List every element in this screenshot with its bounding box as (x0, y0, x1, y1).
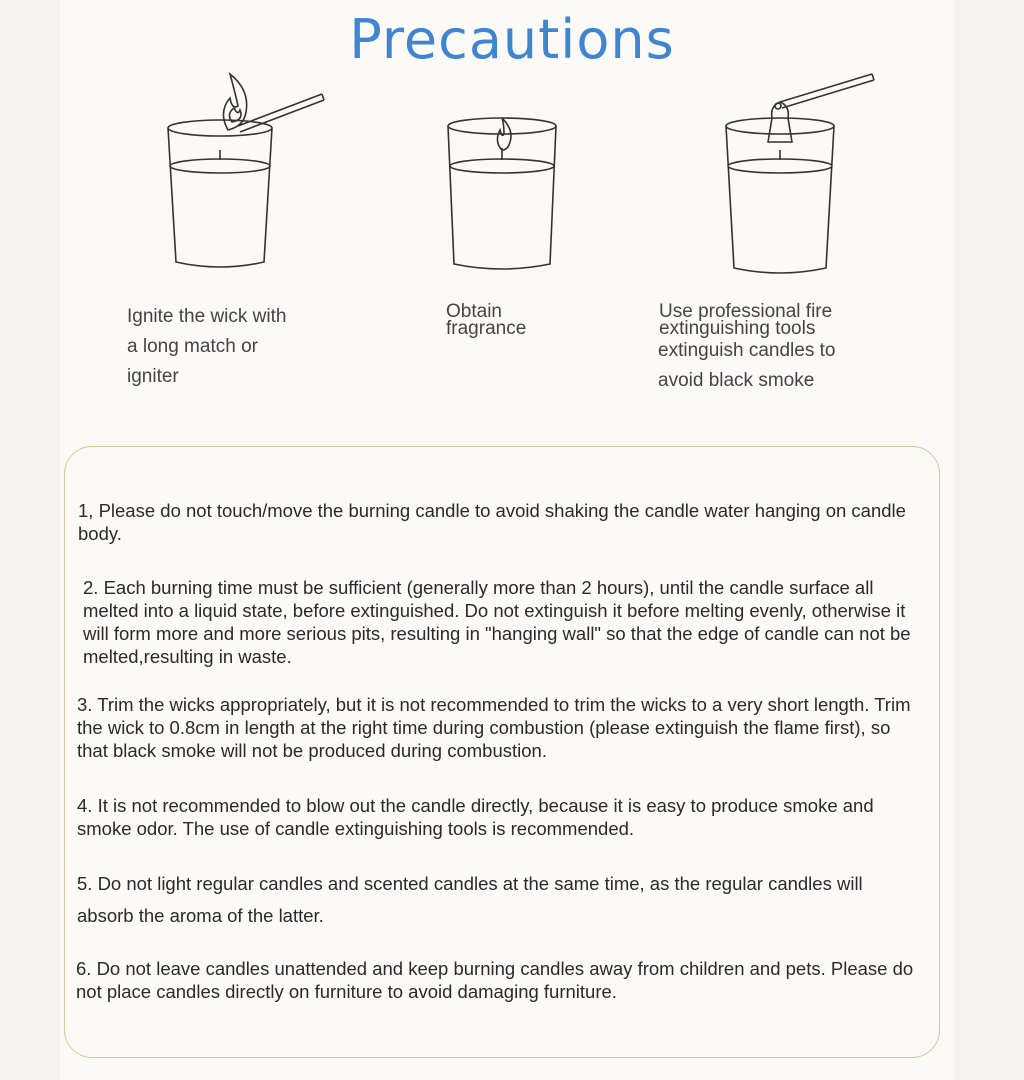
note-3: 3. Trim the wicks appropriately, but it is not recommended to trim the wicks to a very short length. Trim the wick to 0.8cm in length at the right time during combustion (please extinguish the flame first), so that black smoke will not be produced during combustion. (77, 694, 911, 761)
candle-flame-icon (440, 110, 565, 275)
note-1: 1, Please do not touch/move the burning candle to avoid shaking the candle water hanging on candle body. (78, 500, 906, 544)
note-4: 4. It is not recommended to blow out the candle directly, because it is easy to produce smoke and smoke odor. The use of candle extinguishing tools is recommended. (77, 795, 874, 839)
note-6: 6. Do not leave candles unattended and keep burning candles away from children and pets. Please do not place candles directly on furniture to avoid damaging furniture. (76, 958, 914, 1002)
note-5: 5. Do not light regular candles and scented candles at the same time, as the regular candles will absorb the aroma of the latter. (77, 873, 863, 926)
step-caption-ignite: Ignite the wick with a long match or igniter (127, 306, 287, 387)
candle-snuffer-icon (720, 70, 890, 275)
step-caption-extinguish: extinguish candles to avoid black smoke (658, 340, 836, 391)
step-caption-fragrance: Obtain fragrance (446, 301, 527, 339)
step-caption-tools: Use professional fire extinguishing tools (659, 301, 833, 339)
candle-match-icon (160, 70, 335, 270)
note-2: 2. Each burning time must be sufficient (generally more than 2 hours), until the candle surface all melted into a liquid state, before extinguished. Do not extinguish it before melting evenly, otherwise it will form more and more serious pits, resulting in "hanging wall" so that the edge of candle can not be melted,resulting in waste. (83, 577, 911, 667)
page-title: Precautions (349, 8, 675, 71)
